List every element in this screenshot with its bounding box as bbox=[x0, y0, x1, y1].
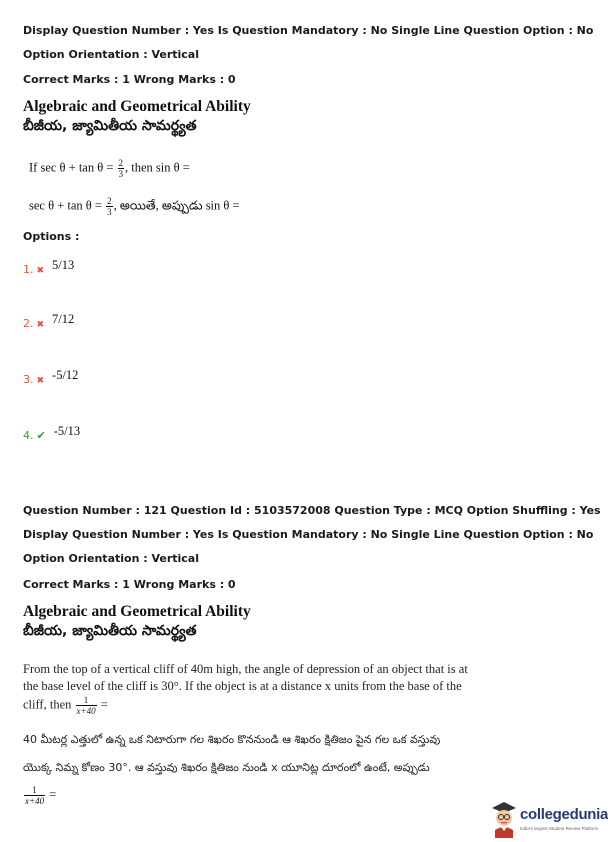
fraction: $\frac{2}{3}$ bbox=[107, 196, 112, 217]
subject-title-en: Algebraic and Geometrical Ability bbox=[23, 98, 251, 115]
question-text-te-fraction: $\frac{1}{x+40}$ = bbox=[25, 785, 57, 806]
question-text-en: From the top of a vertical cliff of 40m high, the angle of depression of an object that is at the base level of the cliff is 30°. If the object is at a distance x units from the base of the cliff, then $\frac{1}{x+40}$ = bbox=[23, 662, 468, 716]
options-label: Options : bbox=[23, 230, 80, 243]
question-text-te-line2: యొక్క నిమ్న కోణం 30°. ఆ వస్తువు శిఖరం క్షితిజం నుండి x యూనిట్ల దూరంలో ఉంటే, అప్పుడు bbox=[23, 761, 430, 774]
option-item[interactable] bbox=[23, 258, 74, 277]
option-orientation: Option Orientation : Vertical bbox=[23, 48, 200, 61]
question-display-meta: Display Question Number : Yes Is Question Mandatory : No Single Line Question Option : No bbox=[23, 528, 594, 541]
option-item[interactable] bbox=[23, 312, 74, 331]
question-text-en: If sec θ + tan θ = $\frac{2}{3}$ , then sin θ = bbox=[29, 158, 190, 179]
fraction: $\frac{1}{x+40}$ bbox=[25, 785, 45, 806]
option-number: 4. bbox=[23, 429, 34, 442]
check-icon: ✔ bbox=[36, 429, 46, 442]
option-item[interactable] bbox=[23, 424, 80, 443]
option-number: 1. bbox=[23, 263, 34, 276]
option-orientation: Option Orientation : Vertical bbox=[23, 552, 200, 565]
question-text-te-line1: 40 మీటర్ల ఎత్తులో ఉన్న ఒక నిటారుగా గల శిఖరం కొననుండి ఆ శిఖరం క్షితిజం పైన గల ఒక వస్తువు bbox=[23, 733, 441, 746]
marks-info: Correct Marks : 1 Wrong Marks : 0 bbox=[23, 73, 236, 86]
subject-title-te: బీజీయ, జ్యామితీయ సామర్థ్యత bbox=[23, 623, 197, 639]
brand-name: collegedunia bbox=[520, 806, 608, 823]
option-value: 7/12 bbox=[52, 312, 75, 326]
brand-tagline: India's largest Student Review Platform bbox=[520, 826, 599, 831]
option-number: 2. bbox=[23, 317, 34, 330]
fraction: $\frac{2}{3}$ bbox=[118, 158, 124, 179]
fraction: $\frac{1}{x+40}$ bbox=[76, 695, 96, 716]
collegedunia-logo bbox=[490, 800, 608, 840]
question-header: Question Number : 121 Question Id : 5103572008 Question Type : MCQ Option Shuffling : Yes bbox=[23, 504, 601, 517]
subject-title-te: బీజీయ, జ్యామితీయ సామర్థ్యత bbox=[23, 118, 197, 134]
subject-title-en: Algebraic and Geometrical Ability bbox=[23, 603, 251, 620]
question-text-te: sec θ + tan θ = $\frac{2}{3}$ , అయితే, అప్పుడు sin θ = bbox=[29, 196, 240, 217]
question-display-meta: Display Question Number : Yes Is Question Mandatory : No Single Line Question Option : No bbox=[23, 24, 594, 37]
option-value: 5/13 bbox=[52, 258, 75, 272]
marks-info: Correct Marks : 1 Wrong Marks : 0 bbox=[23, 578, 236, 591]
cross-icon: ✖ bbox=[36, 266, 45, 276]
option-item[interactable] bbox=[23, 368, 78, 387]
option-value: -5/12 bbox=[52, 368, 79, 382]
cross-icon: ✖ bbox=[36, 320, 45, 330]
cross-icon: ✖ bbox=[36, 376, 45, 386]
option-number: 3. bbox=[23, 373, 34, 386]
student-mascot-icon bbox=[490, 800, 518, 838]
option-value: -5/13 bbox=[53, 424, 81, 438]
